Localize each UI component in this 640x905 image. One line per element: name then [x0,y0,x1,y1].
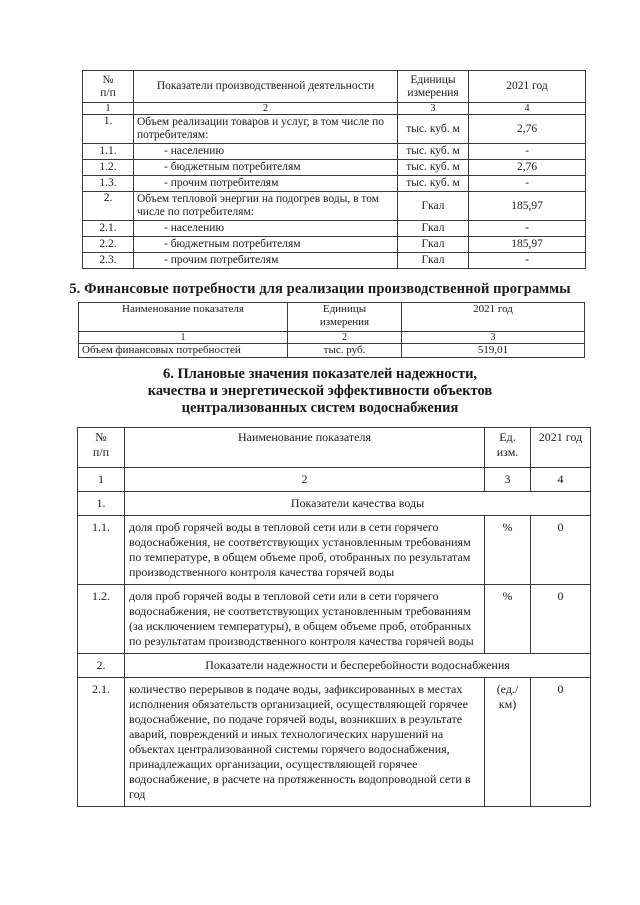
col-num: 3 [485,468,531,492]
row-number: 1.1. [78,516,125,585]
row-number: 2.1. [78,678,125,807]
row-unit: % [485,516,531,585]
row-value: 185,97 [469,192,586,221]
row-value: - [469,176,586,192]
header-unit: Единицы измерения [398,71,469,103]
table-row [83,221,586,237]
row-unit: тыс. куб. м [398,144,469,160]
col-num: 4 [469,103,586,115]
heading-line: 6. Плановые значения показателей надежности, [162,366,478,382]
row-number: 2.3. [83,253,134,269]
financial-needs-table [78,302,585,358]
row-number: 1.2. [78,585,125,654]
table-row [78,516,591,585]
col-num: 2 [288,332,402,344]
header-number: № п/п [78,428,125,468]
header-year: 2021 год [469,71,586,103]
row-value: 0 [531,678,591,807]
col-num: 2 [134,103,398,115]
production-indicators-table [82,70,586,269]
section-row [78,492,591,516]
col-num: 1 [83,103,134,115]
section-number: 2. [78,654,125,678]
section-title: Показатели надежности и бесперебойности водоснабжения [125,654,591,678]
table-row [79,344,585,358]
header-indicator: Наименование показателя [79,303,288,332]
row-value: - [469,221,586,237]
header-unit: Ед. изм. [485,428,531,468]
table-row [83,115,586,144]
row-name: - прочим потребителям [134,176,398,192]
header-indicator: Наименование показателя [125,428,485,468]
table-header-row [83,71,586,103]
col-num: 2 [125,468,485,492]
row-value: 2,76 [469,115,586,144]
table-row [83,144,586,160]
row-name: Объем финансовых потребностей [79,344,288,358]
row-value: 519,01 [402,344,585,358]
row-unit: тыс. куб. м [398,160,469,176]
row-unit: тыс. руб. [288,344,402,358]
header-year: 2021 год [531,428,591,468]
col-num: 3 [398,103,469,115]
row-name: количество перерывов в подаче воды, зафиксированных в местах исполнения обязательств организацией, осуществляющей горячее водоснабжение, по подаче горячей воды, возникших в результате аварий, повреждений и иных технологических нарушений на объектах централизованной системы горячего водоснабжения, принадлежащих организации, осуществляющей горячее водоснабжение, в расчете на протяженность водопроводной сети в год [125,678,485,807]
row-unit: % [485,585,531,654]
row-name: - прочим потребителям [134,253,398,269]
row-name: - бюджетным потребителям [134,237,398,253]
section-6-heading [0,366,640,417]
row-number: 2.2. [83,237,134,253]
row-unit: тыс. куб. м [398,115,469,144]
heading-line: централизованных систем водоснабжения [181,400,459,416]
row-unit: (ед./км) [485,678,531,807]
row-unit: тыс. куб. м [398,176,469,192]
heading-line: качества и энергетической эффективности объектов [147,383,493,399]
section-number: 1. [78,492,125,516]
row-name: - населению [134,144,398,160]
row-name: доля проб горячей воды в тепловой сети или в сети горячего водоснабжения, не соответствующих установленным требованиям (за исключением температуры), в общем объеме проб, отобранных по результатам производственного контроля качества горячей воды [125,585,485,654]
row-unit: Гкал [398,221,469,237]
table-row [78,585,591,654]
header-indicator: Показатели производственной деятельности [134,71,398,103]
header-unit: Единицы измерения [288,303,402,332]
column-number-row [83,103,586,115]
table-header-row [78,428,591,468]
col-num: 1 [78,468,125,492]
section-5-heading: 5. Финансовые потребности для реализации производственной программы [69,281,571,297]
row-value: 2,76 [469,160,586,176]
column-number-row [79,332,585,344]
row-unit: Гкал [398,237,469,253]
row-value: - [469,253,586,269]
row-number: 1.1. [83,144,134,160]
table-row [83,253,586,269]
row-name: Объем реализации товаров и услуг, в том числе по потребителям: [134,115,398,144]
row-number: 1.3. [83,176,134,192]
row-number: 2.1. [83,221,134,237]
table-header-row [79,303,585,332]
col-num: 4 [531,468,591,492]
table-row [83,176,586,192]
row-name: - бюджетным потребителям [134,160,398,176]
row-unit: Гкал [398,253,469,269]
row-unit: Гкал [398,192,469,221]
table-row [78,678,591,807]
row-number: 1. [83,115,134,144]
column-number-row [78,468,591,492]
table-row [83,160,586,176]
row-value: 185,97 [469,237,586,253]
section-row [78,654,591,678]
row-name: доля проб горячей воды в тепловой сети или в сети горячего водоснабжения, не соответствующих установленным требованиям по температуре, в общем объеме проб, отобранных по результатам производственного контроля качества горячей воды [125,516,485,585]
row-number: 1.2. [83,160,134,176]
row-value: 0 [531,585,591,654]
section-title: Показатели качества воды [125,492,591,516]
col-num: 3 [402,332,585,344]
header-year: 2021 год [402,303,585,332]
row-value: - [469,144,586,160]
row-value: 0 [531,516,591,585]
reliability-indicators-table [77,427,591,807]
table-row [83,237,586,253]
table-row [83,192,586,221]
row-name: - населению [134,221,398,237]
col-num: 1 [79,332,288,344]
row-number: 2. [83,192,134,221]
header-number: № п/п [83,71,134,103]
row-name: Объем тепловой энергии на подогрев воды, в том числе по потребителям: [134,192,398,221]
